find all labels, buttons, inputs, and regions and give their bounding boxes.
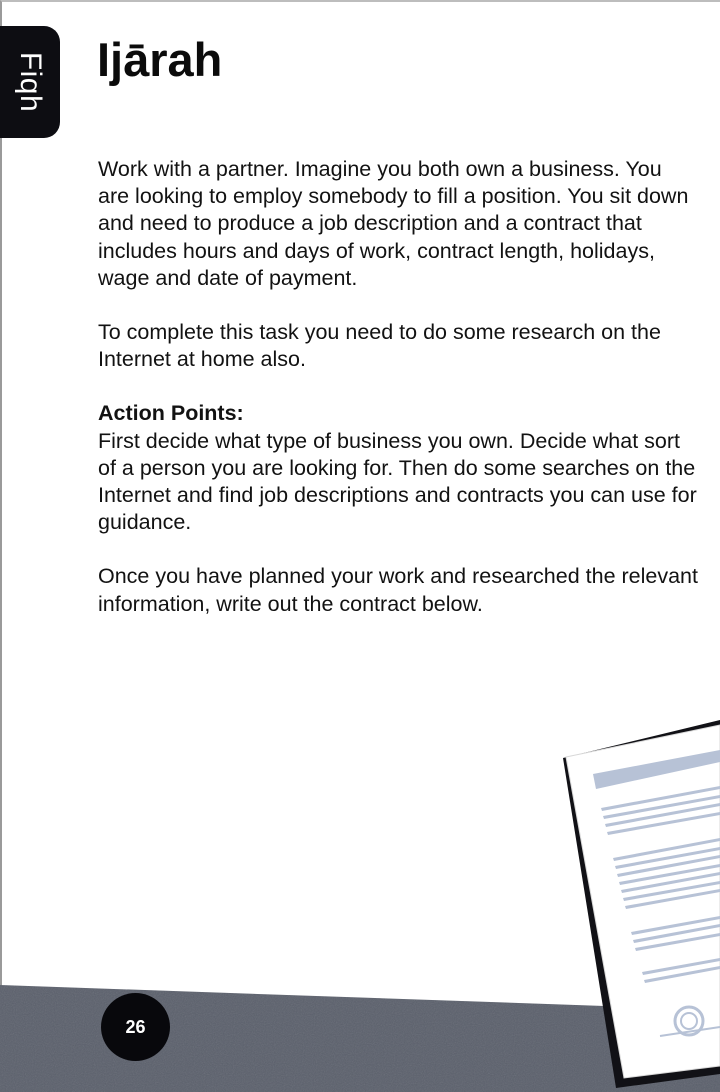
page-title: Ijārah <box>97 33 223 86</box>
page-number-label: 26 <box>125 1016 146 1037</box>
section-tab-label: Fiqh <box>14 51 47 113</box>
intro-paragraph: Work with a partner. Imagine you both own a business. You are looking to employ somebody to fill a position. You sit down and need to produce a job description and a contract that includes hours and days of work, contract length, holidays, wage and date of payment. <box>98 157 689 290</box>
page-number <box>101 993 170 1061</box>
research-paragraph: To complete this task you need to do some research on the Internet at home also. <box>98 320 661 372</box>
closing-paragraph: Once you have planned your work and researched the relevant information, write out the contract below. <box>98 564 698 616</box>
action-points-text: First decide what type of business you own. Decide what sort of a person you are looking for. Then do some searches on the Internet and find job descriptions and contracts you can use for guidance. <box>98 428 697 535</box>
action-points-heading: Action Points: <box>98 401 244 426</box>
